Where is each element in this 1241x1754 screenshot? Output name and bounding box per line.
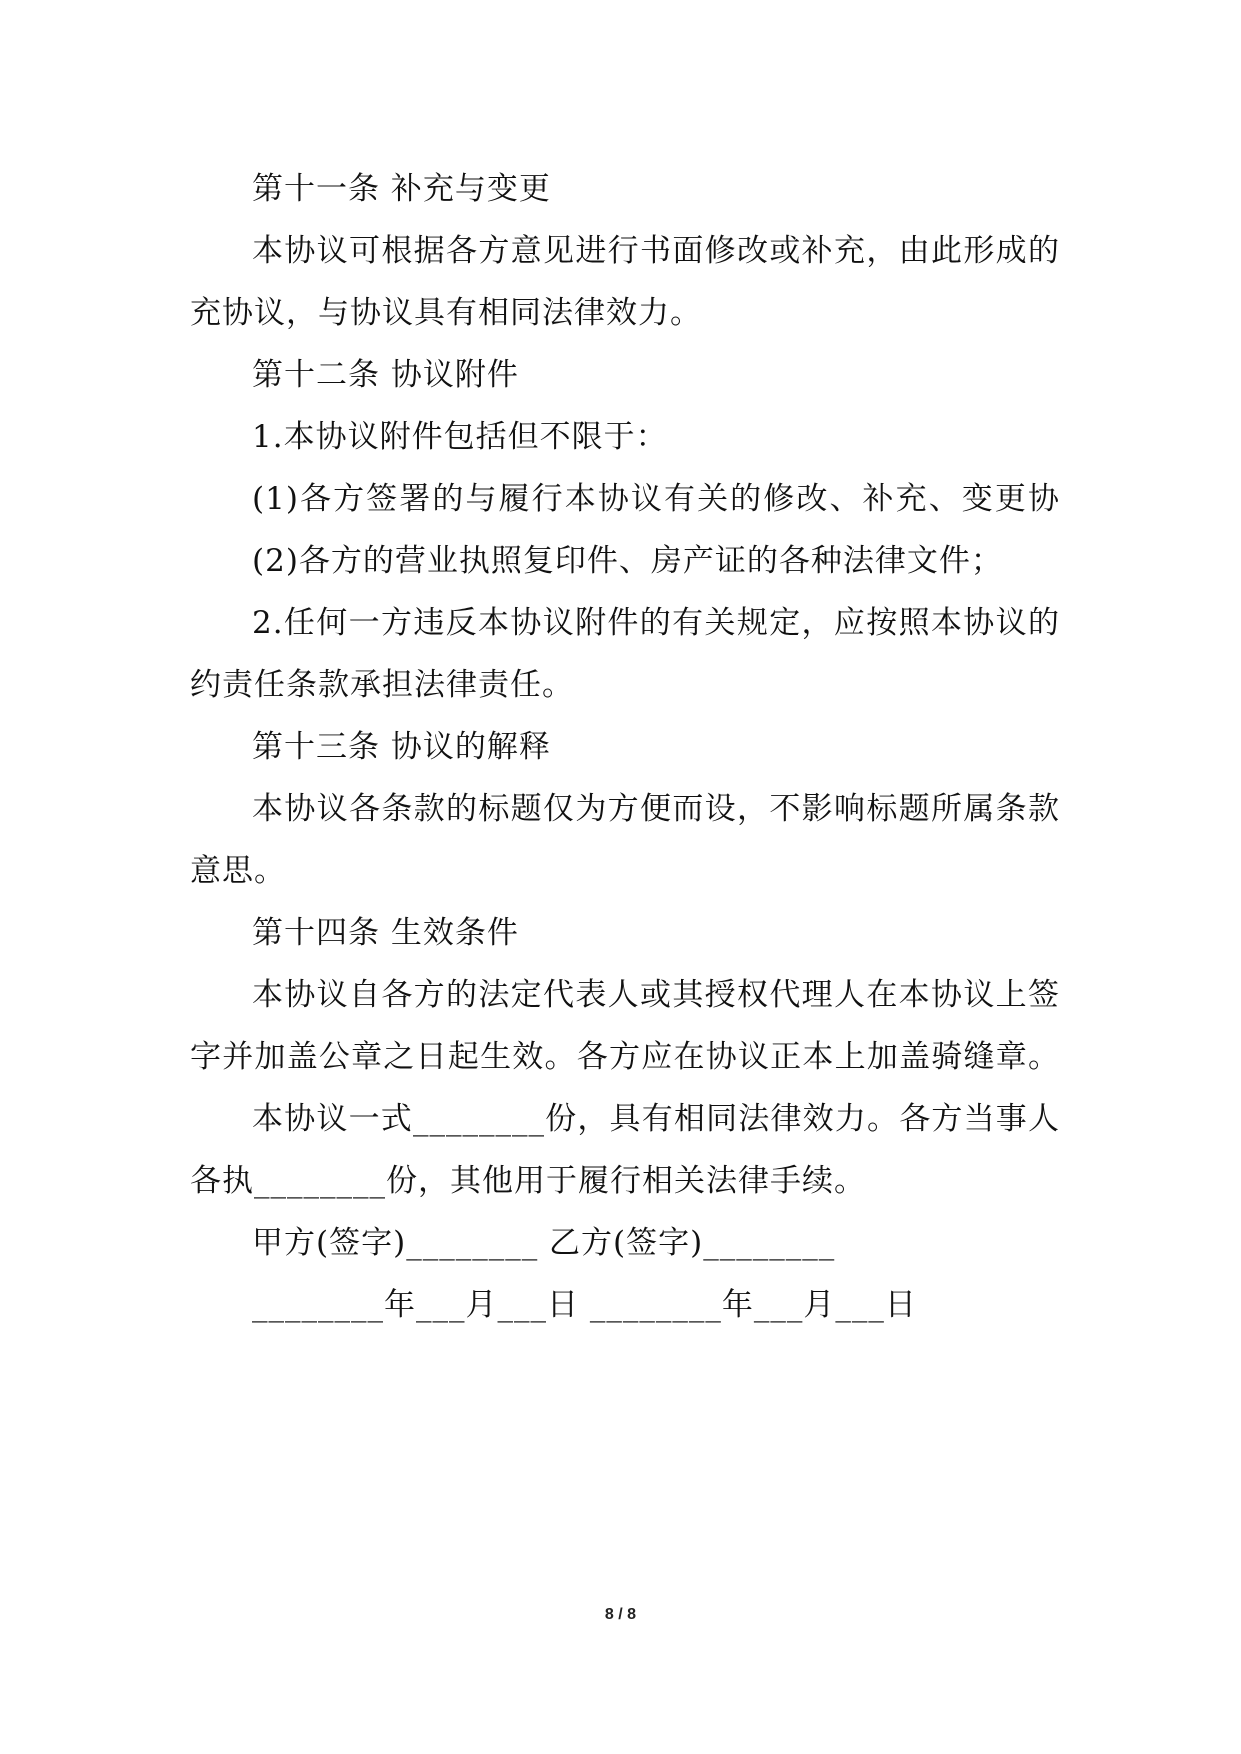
paragraph-line: 本协议各条款的标题仅为方便而设，不影响标题所属条款 <box>252 791 1060 827</box>
paragraph-line: 各执________份，其他用于履行相关法律手续。 <box>190 1163 866 1199</box>
paragraph-line: 1.本协议附件包括但不限于： <box>252 419 668 455</box>
page-number: 8 / 8 <box>604 1606 637 1623</box>
article-heading: 第十四条 生效条件 <box>252 915 519 951</box>
article-heading: 第十二条 协议附件 <box>252 357 519 393</box>
date-line: ________年___月___日 ________年___月___日 <box>252 1287 917 1323</box>
paragraph-line: 意思。 <box>190 853 286 889</box>
paragraph-line: 字并加盖公章之日起生效。各方应在协议正本上加盖骑缝章。 <box>190 1039 1060 1075</box>
paragraph-line: 充协议，与协议具有相同法律效力。 <box>190 295 702 331</box>
signature-line: 甲方(签字)________ 乙方(签字)________ <box>252 1225 836 1261</box>
paragraph-line: 本协议自各方的法定代表人或其授权代理人在本协议上签 <box>252 977 1060 1013</box>
article-heading: 第十三条 协议的解释 <box>252 729 551 765</box>
paragraph-line: (2)各方的营业执照复印件、房产证的各种法律文件； <box>252 543 1003 579</box>
paragraph-line: (1)各方签署的与履行本协议有关的修改、补充、变更协 <box>252 481 1060 517</box>
paragraph-line: 2.任何一方违反本协议附件的有关规定，应按照本协议的 <box>252 605 1060 641</box>
article-heading: 第十一条 补充与变更 <box>252 171 551 207</box>
document-body <box>190 158 1060 1336</box>
paragraph-line: 本协议可根据各方意见进行书面修改或补充，由此形成的 <box>252 233 1060 269</box>
paragraph-line: 约责任条款承担法律责任。 <box>190 667 574 703</box>
paragraph-line: 本协议一式________份，具有相同法律效力。各方当事人 <box>252 1101 1060 1137</box>
